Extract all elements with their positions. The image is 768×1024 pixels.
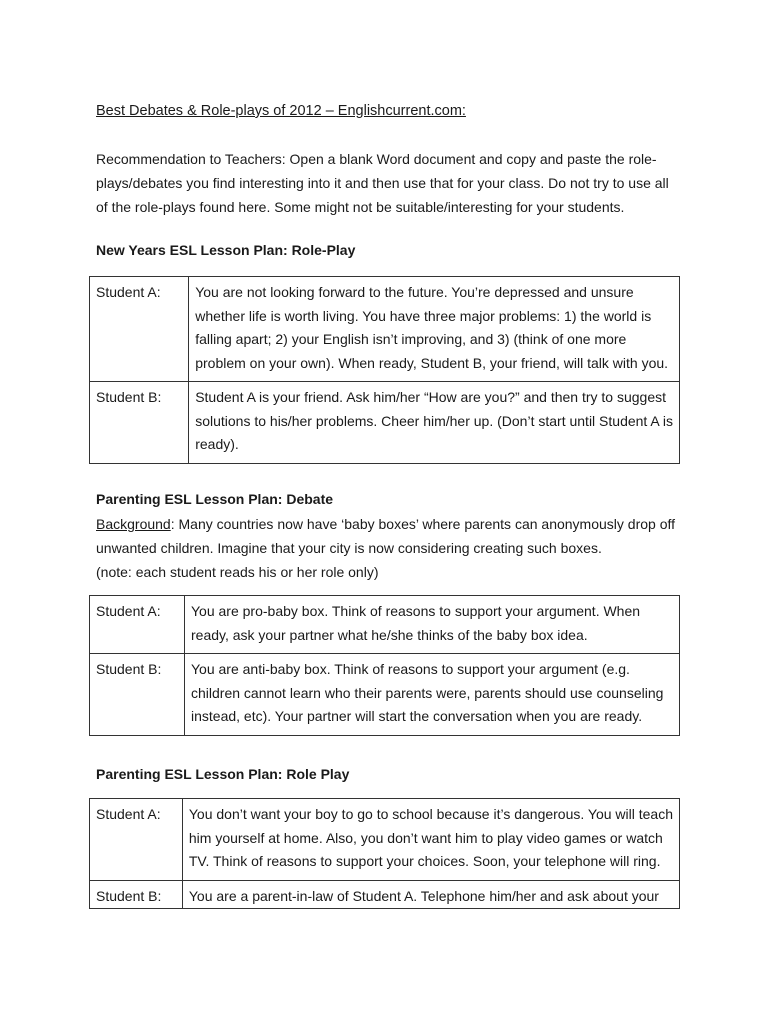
background-label: Background (96, 516, 171, 532)
debate-background (96, 512, 696, 584)
table-row (90, 799, 680, 881)
role-line: instead, etc). Your partner will start the conversation when you are ready. (191, 708, 643, 724)
document-title: Best Debates & Role-plays of 2012 – Englishcurrent.com: (96, 103, 466, 119)
table-row (90, 596, 680, 654)
role-line: whether life is worth living. You have three major problems: 1) the world is (195, 307, 652, 324)
role-label: Student A: (90, 596, 185, 654)
role-line: You are not looking forward to the future. You’re depressed and unsure (195, 284, 634, 300)
role-label: Student B: (90, 382, 189, 464)
role-line: solutions to his/her problems. Cheer him/her up. (Don’t start until Student A is (195, 412, 673, 429)
role-line: You are anti-baby box. Think of reasons to support your argument (e.g. (191, 661, 630, 677)
intro-line: plays/debates you find interesting into it and then use that for your class. Do not try to use all (96, 175, 669, 191)
intro-line: of the role-plays found here. Some might not be suitable/interesting for your students. (96, 199, 625, 215)
role-label: Student A: (90, 799, 183, 881)
section-heading-new-years: New Years ESL Lesson Plan: Role-Play (96, 242, 356, 258)
role-table-parenting-debate (89, 595, 680, 736)
table-row (90, 654, 680, 736)
role-label: Student B: (90, 654, 185, 736)
role-description (182, 799, 679, 881)
role-line: You are a parent-in-law of Student A. Telephone him/her and ask about your (188, 887, 659, 904)
role-description (185, 654, 680, 736)
role-line: falling apart; 2) your English isn’t improving, and 3) (think of one more (195, 331, 627, 347)
role-line: ready, ask your partner what he/she thinks of the baby box idea. (191, 626, 588, 643)
teacher-recommendation (96, 147, 696, 219)
role-line: problem on your own). When ready, Student B, your friend, will talk with you. (195, 354, 669, 371)
section-heading-parenting-role-play: Parenting ESL Lesson Plan: Role Play (96, 766, 350, 782)
role-line: You are pro-baby box. Think of reasons to support your argument. When (191, 603, 641, 619)
table-row (90, 277, 680, 382)
role-description (189, 382, 680, 464)
section-heading-parenting-debate: Parenting ESL Lesson Plan: Debate (96, 491, 334, 507)
table-row (90, 880, 680, 909)
role-description (189, 277, 680, 382)
role-line: TV. Think of reasons to support your choices. Soon, your telephone will ring. (188, 853, 661, 869)
role-table-new-years (89, 276, 680, 464)
background-text: : Many countries now have ‘baby boxes’ where parents can anonymously drop off (170, 516, 676, 532)
role-table-parenting-role-play (89, 798, 680, 909)
role-label: Student A: (90, 277, 189, 382)
role-description (182, 880, 679, 909)
background-line: unwanted children. Imagine that your city is now considering creating such boxes. (96, 540, 602, 556)
role-line: You don’t want your boy to go to school because it’s dangerous. You will teach (188, 806, 673, 822)
role-description (185, 596, 680, 654)
background-line: (note: each student reads his or her role only) (96, 564, 379, 580)
role-label: Student B: (90, 880, 183, 909)
table-row (90, 382, 680, 464)
role-line: Student A is your friend. Ask him/her “How are you?” and then try to suggest (195, 389, 667, 405)
background-line (96, 512, 696, 536)
intro-line: Recommendation to Teachers: Open a blank Word document and copy and paste the role- (96, 151, 657, 167)
role-line: children cannot learn who their parents were, parents should use counseling (191, 684, 664, 701)
role-line: him yourself at home. Also, you don’t want him to play video games or watch (188, 829, 663, 846)
role-line: ready). (195, 436, 239, 452)
